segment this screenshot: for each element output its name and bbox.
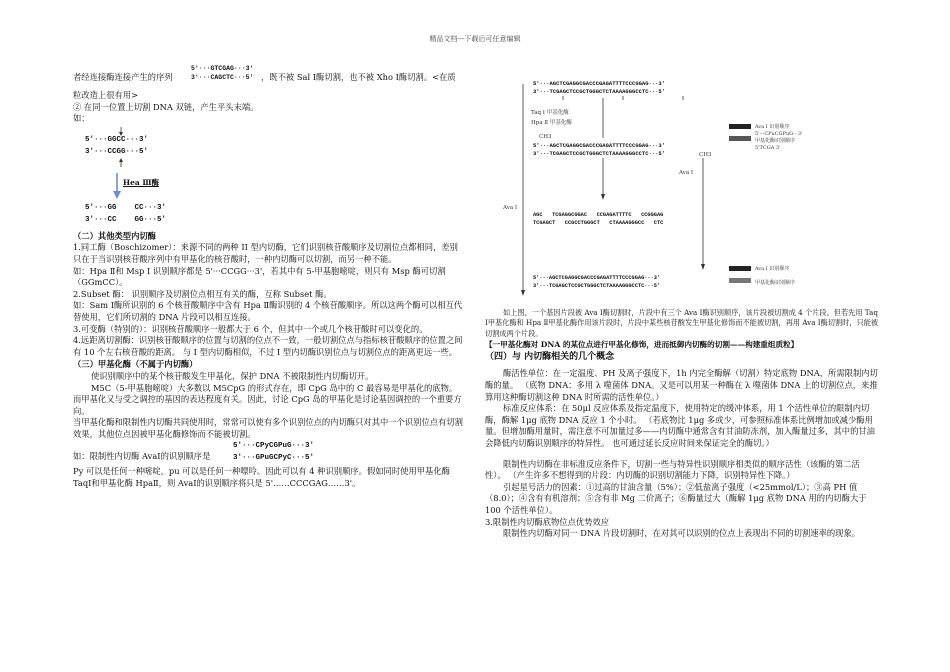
ava-label: Ava Ⅰ	[679, 170, 694, 176]
legend-1: Ava Ⅰ 识别顺序	[755, 124, 790, 130]
seq-bottom: 3'···CAGCTC···5'	[191, 74, 254, 81]
seq-bottom: 3'···GPuGCPyC···5'	[233, 454, 315, 463]
left-column	[73, 66, 465, 490]
gel-fragments-bottom: TCGAGCT CCGCCTGGGCT CTAAAAGGGCC CTC	[533, 220, 664, 226]
legend-1: Ava Ⅰ 识别顺序	[755, 266, 790, 272]
text-line: 如：	[73, 113, 90, 124]
paragraph: M5C（5-甲基胞嘧啶）大多数以 M5CpG 的形式存在，即 CpG 岛中的 C 最容易是甲基化的底物。而甲基化又与受之调控的基因的表达程度有关。因此，讨论 CpG 岛的甲基化是讨论基因调控的一个重要方向。	[73, 382, 462, 416]
seq-top: 5'···CPyCGPuG···3'	[233, 442, 315, 451]
highlight-note: 【一甲基化酶对 DNA 的某位点进行甲基化修饰，进而抵御内切酶的切割——构建重组质粒】	[485, 340, 799, 350]
paragraph: 标准反应体系：在 50μl 反应体系及指定温度下，使用特定的缓冲体系，用 1 个活性单位的限制内切酶，酶解 1μg 底物 DNA 反应 1 个小时。 （若底物比 1μg 多或少，可参照标准体系比例增加或减少酶用量。但增加酶用量时，需注意不可加量过多——内切酶中通常含有甘油防冻剂，加入酶量过多，其中的甘油会降低内切酶识别顺序的特异性。 也可通过延长反应时间来保证完全的酶切。）	[485, 403, 875, 448]
legend-3: 甲基化酶识别顺序	[755, 138, 796, 144]
sequence-line	[73, 66, 465, 90]
right-column	[485, 66, 880, 540]
enzyme-label: Hea Ⅲ酶	[123, 177, 159, 187]
paragraph: 引起星号活力的因素：①过高的甘油含量（5%）；②低盐离子强度（<25mmol/L）；③高 PH 值（8.0）；④含有有机溶剂；⑤含有非 Mg 二价离子；⑥酶量过大（酶解 1μg 底物 DNA 用的内切酶大于 100 个活性单位）。	[485, 481, 867, 515]
text-line: 粒改造上很有用>	[73, 90, 139, 100]
paragraph: 使识别顺序中的某个核苷酸发生甲基化，保护 DNA 不被限制性内切酶切开。	[91, 370, 374, 381]
ch3-label: CH3	[539, 134, 552, 140]
legend-2: 5'···CPuCGPuG···3'	[755, 131, 803, 137]
taq-label: Taq Ⅰ 甲基化酶	[531, 110, 569, 116]
sequence-sal	[191, 64, 253, 82]
paragraph: 限制性内切酶在非标准反应条件下，切割一些与特异性识别顺序相类似的顺序活性（该酶的第二活性）。 （产生许多不想得到的片段：内切酶的识别切割能力下降，识别特异性下降。）	[485, 458, 860, 481]
page-header: 精品文档---下载后可任意编辑	[429, 35, 521, 43]
ava-label: Ava Ⅰ	[503, 205, 518, 211]
section-heading: （二）其他类型内切酶	[73, 230, 156, 241]
figure-caption: 如上图，一个基因片段被 Ava Ⅰ酶切割时，片段中有三个 Ava Ⅰ酶识别顺序，该片段被切割成 4 个片段。但若先用 Taq Ⅰ甲基化酶和 Hpa Ⅱ甲基化酶作用该片段时，片段中某些核苷酸发生甲基化修饰而不能被切割，再用 Ava Ⅰ酶切割时，只能被切割成两个片段。	[485, 308, 879, 338]
text-fragment: ，既不被 Sal Ⅰ酶切割，也不被 Xho Ⅰ酶切割。<在质	[261, 72, 456, 82]
paragraph: 3.限制性内切酶底物位点优势效应	[485, 516, 610, 527]
paragraph: 如：Sam Ⅰ酶所识别的 6 个核苷酸顺序中含有 Hpa Ⅱ酶识别的 4 个核苷酸顺序。所以这两个酶可以相互代替使用，它们所切割的 DNA 片段可以相互连接。	[73, 300, 463, 322]
paragraph: 1.同工酶（Boschizomer）：来源不同的两种 II 型内切酶，它们识别核苷酸顺序及切割位点都相同，差别只在于当识别核苷酸序列中有甲基化的核苷酸时，一种内切酶可以切割，而另一种不能。	[73, 242, 458, 264]
methylation-figure	[503, 68, 833, 306]
ch3-label: CH3	[699, 152, 712, 158]
paragraph: 2.Subset 酶： 识别顺序及切割位点相互有关的酶，互称 Subset 酶。	[73, 288, 332, 299]
seq-before-top: 5'···GGCC···3'	[85, 135, 149, 144]
paragraph: 酶活性单位：在一定温度、PH 及离子强度下，1h 内完全酶解（切割）特定底物 DNA，所需限制内切酶的量。 （底物 DNA：多用 λ 噬菌体 DNA。又是可以用某一种酶在 λ 噬菌体 DNA 上的切割位点，来推算用这种酶切割这种 DNA 时所需的活性单位。）	[485, 368, 878, 402]
paragraph: Py 可以是任何一种嘧啶，pu 可以是任何一种嘌呤。因此可以有 4 种识别顺序。假如同时使用甲基化酶 TaqⅠ和甲基化酶 HpaⅡ，则 AvaⅠ的识别顺序将只是 5'……CCCGAG……3'。	[73, 466, 450, 489]
seq-before-bottom: 3'···CCGG···5'	[85, 147, 149, 156]
sequence-ava	[233, 440, 314, 464]
hpa-label: Hpa Ⅱ 甲基化酶	[531, 120, 572, 126]
section-heading: （三）甲基化酶（不属于内切酶）	[73, 359, 198, 370]
text-fragment: 如：限制性内切酶 AvaⅠ的识别顺序是	[73, 451, 211, 462]
text-line: ② 在同一位置上切割 DNA 双链，产生平头末端。	[73, 101, 259, 112]
paragraph: 当甲基化酶和限制性内切酶共同使用时，常常可以使有多个识别位点的内切酶只对其中一个识别位点有切割效果，其他位点因被甲基化酶修饰而不能被切割。	[73, 417, 463, 439]
paragraph: 4.远距离切割酶：识别核苷酸顺序的位置与切割的位点不一致，一般切割位点与指标核苷酸顺序的位置之间有 10 个左右核苷酸的距离。 与 I 型内切酶相似，不过 I 型内切酶识别位点与切割位点的距离更远一些。	[73, 335, 463, 357]
section-heading: （四）与 内切酶相关的几个概念	[485, 351, 615, 362]
gel-seq-bottom: 3'···TCGAGCTCCGCTGGGCTCTAAAAGGGCCTC···5'	[533, 88, 666, 95]
paragraph: 如：Hpa Ⅱ和 Msp I 识别顺序都是 5'···CCGG···3'，若其中有 5-甲基胞嘧啶，则只有 Msp 酶可切割（GGmCC）。	[73, 265, 446, 288]
legend-3: 甲基化酶识别顺序	[755, 280, 796, 286]
ava-sequence-line	[73, 440, 465, 466]
blunt-end-figure	[73, 127, 465, 229]
gel-seq-top-methylated: 5'···AGCTCGAGGCGACCCGAGATTTTCCCGGAG···3'	[533, 142, 666, 149]
paragraph: 3.可变酶（特别的）：识别核苷酸顺序一般都大于 6 个，但其中一个或几个核苷酸时可以变化的。	[73, 323, 428, 334]
legend-4: 5'TCGA 3'	[755, 145, 781, 151]
text-fragment: 者经连接酶连接产生的序列	[73, 72, 173, 82]
gel-seq-top: 5'···AGCTCGAGGCGACCCGAGATTTTCCCGGAG···3'	[533, 80, 666, 87]
paragraph: 限制性内切酶对同一 DNA 片段切割时，在对其可以识别的位点上表现出不同的切割速率的现象。	[503, 528, 861, 539]
seq-after-bottom: 3'···CC GG···5'	[85, 215, 167, 224]
gel-final-bottom: 3'···TCGAGCTCCGCTGGGCTCTAAAAGGGCCTC···5'	[533, 283, 661, 289]
gel-fragments-top: AGC TCGAGGCGGAC CCGAGATTTTC CCGGGAG	[533, 212, 664, 218]
gel-final-top: 5'···AGCTCGAGGCGACCCGAGATTTTCCCGGAG···3'	[533, 275, 661, 281]
seq-top: 5'···GTCGAG···3'	[191, 65, 254, 72]
gel-seq-bottom-methylated: 3'···TCGAGCTCCGCTGGGCTCTAAAAGGGCCTC···5'	[533, 150, 666, 157]
seq-after-top: 5'···GG CC···3'	[85, 203, 167, 212]
